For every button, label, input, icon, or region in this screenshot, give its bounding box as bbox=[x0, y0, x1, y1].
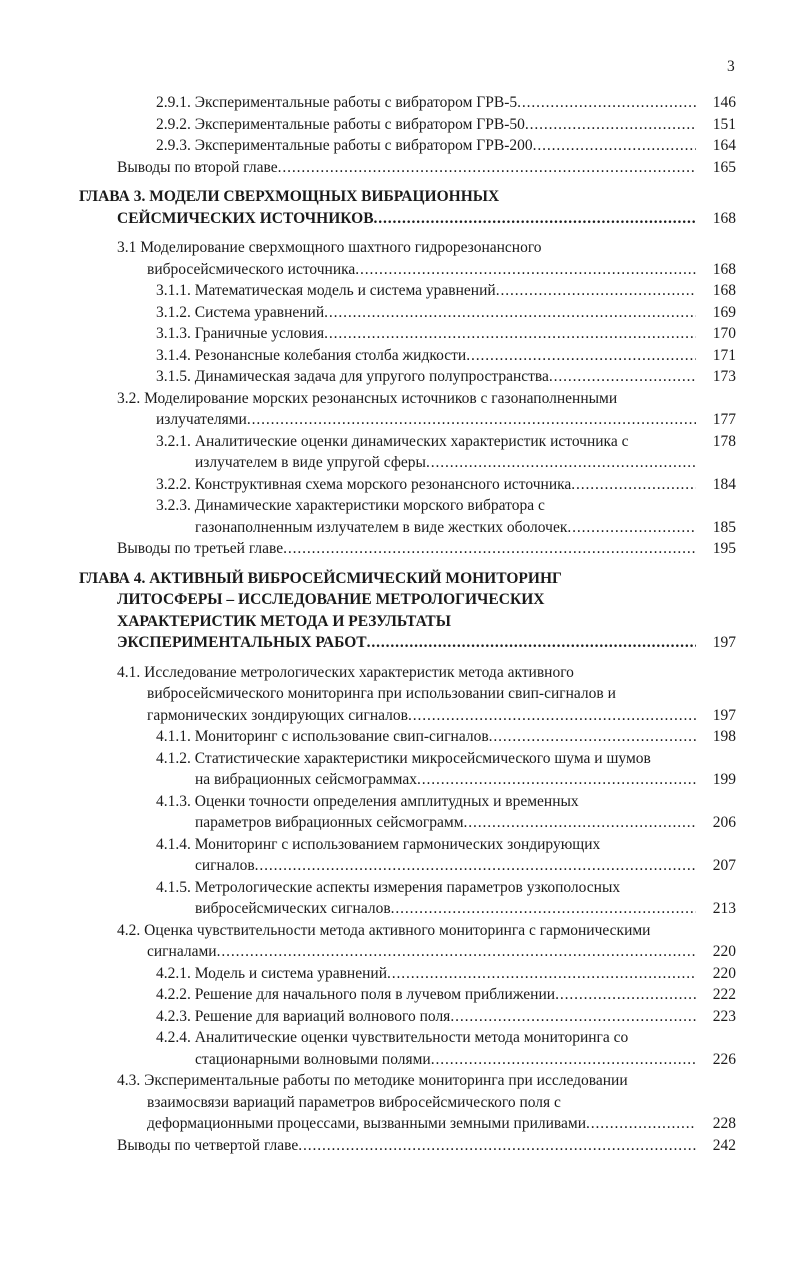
page-number: 3 bbox=[727, 58, 735, 75]
entry-title: 4.1.1. Мониторинг с использование свип-сигналов bbox=[156, 728, 489, 745]
toc-entry bbox=[0, 748, 796, 770]
toc-entry bbox=[0, 409, 796, 431]
toc-entry bbox=[0, 662, 796, 684]
entry-page: 165 bbox=[712, 158, 736, 176]
entry-title: излучателем в виде упругой сферы bbox=[195, 454, 426, 471]
entry-page: 195 bbox=[712, 540, 736, 557]
entry-title: вибросейсмического источника bbox=[147, 260, 356, 278]
toc-entry bbox=[0, 920, 796, 942]
entry-page: 207 bbox=[712, 857, 736, 874]
entry-page: 178 bbox=[712, 432, 736, 450]
toc-entry bbox=[0, 323, 796, 345]
toc-entry bbox=[0, 157, 796, 179]
toc-entry bbox=[0, 791, 796, 813]
entry-title: сигналами bbox=[147, 943, 217, 960]
toc-entry bbox=[0, 1070, 796, 1092]
chapter-title-line: ГЛАВА 4. АКТИВНЫЙ ВИБРОСЕЙСМИЧЕСКИЙ МОНИТОРИНГ bbox=[79, 569, 562, 587]
entry-page: 220 bbox=[712, 964, 736, 982]
entry-title: 3.1 Моделирование сверхмощного шахтного гидрорезонансного bbox=[117, 239, 542, 256]
toc-entry bbox=[0, 855, 796, 877]
toc-entry bbox=[0, 517, 796, 539]
entry-title: 3.1.2. Система уравнений bbox=[156, 303, 325, 321]
entry-page: 151 bbox=[712, 115, 736, 133]
toc-entry bbox=[0, 1006, 796, 1028]
entry-title: излучателями bbox=[156, 411, 247, 428]
toc-entry bbox=[0, 135, 796, 157]
entry-title: 3.1.1. Математическая модель и система уравнений bbox=[156, 282, 496, 299]
toc-entry bbox=[0, 92, 796, 114]
toc-entry bbox=[0, 366, 796, 388]
entry-page: 222 bbox=[712, 986, 736, 1003]
entry-page: 184 bbox=[712, 475, 736, 493]
toc-entry bbox=[0, 705, 796, 727]
toc-entry bbox=[0, 259, 796, 281]
entry-title: 3.2. Моделирование морских резонансных источников с газонаполненными bbox=[117, 389, 618, 407]
chapter-title-line: СЕЙСМИЧЕСКИХ ИСТОЧНИКОВ bbox=[117, 209, 374, 227]
entry-page: 220 bbox=[712, 943, 736, 960]
entry-page: 197 bbox=[712, 706, 736, 724]
toc-entry bbox=[0, 452, 796, 474]
entry-title: 3.1.5. Динамическая задача для упругого полупространства bbox=[156, 368, 549, 385]
table-of-contents bbox=[0, 92, 796, 1156]
toc-entry bbox=[0, 726, 796, 748]
entry-page: 185 bbox=[712, 518, 736, 536]
entry-page: 170 bbox=[712, 325, 736, 342]
entry-page: 206 bbox=[712, 814, 736, 831]
toc-entry bbox=[0, 963, 796, 985]
chapter-heading bbox=[0, 186, 796, 208]
entry-page: 173 bbox=[712, 368, 736, 385]
entry-title: сигналов bbox=[195, 857, 255, 874]
toc-entry bbox=[0, 877, 796, 899]
chapter-title-line: ЭКСПЕРИМЕНТАЛЬНЫХ РАБОТ bbox=[117, 634, 367, 651]
toc-entry bbox=[0, 769, 796, 791]
entry-page: 164 bbox=[712, 137, 736, 154]
toc-entry bbox=[0, 683, 796, 705]
chapter-heading bbox=[0, 632, 796, 654]
chapter-title-line: ГЛАВА 3. МОДЕЛИ СВЕРХМОЩНЫХ ВИБРАЦИОННЫХ bbox=[79, 188, 500, 205]
chapter-heading bbox=[0, 589, 796, 611]
toc-entry bbox=[0, 1092, 796, 1114]
entry-title: 4.3. Экспериментальные работы по методике мониторинга при исследовании bbox=[117, 1072, 628, 1089]
entry-title: 3.2.2. Конструктивная схема морского резонансного источника bbox=[156, 475, 572, 493]
entry-title: 4.2.4. Аналитические оценки чувствительности метода мониторинга со bbox=[156, 1029, 629, 1046]
entry-title: Выводы по третьей главе bbox=[117, 540, 284, 557]
toc-entry bbox=[0, 1049, 796, 1071]
entry-title: Выводы по второй главе bbox=[117, 158, 278, 176]
entry-page: 199 bbox=[712, 771, 736, 788]
entry-title: 4.2.1. Модель и система уравнений bbox=[156, 964, 387, 982]
entry-page: 168 bbox=[712, 260, 736, 278]
entry-page: 223 bbox=[712, 1007, 736, 1025]
entry-title: вибросейсмических сигналов bbox=[195, 900, 391, 917]
entry-title: 4.2.3. Решение для вариаций волнового поля bbox=[156, 1007, 451, 1025]
entry-page: 226 bbox=[712, 1050, 736, 1068]
toc-entry bbox=[0, 1027, 796, 1049]
entry-title: на вибрационных сейсмограммах bbox=[195, 771, 417, 788]
entry-title: 4.2.2. Решение для начального поля в лучевом приближении bbox=[156, 986, 556, 1003]
entry-title: газонаполненным излучателем в виде жестких оболочек bbox=[195, 518, 568, 536]
entry-title: вибросейсмического мониторинга при использовании свип-сигналов и bbox=[147, 685, 616, 702]
entry-page: 146 bbox=[712, 94, 736, 111]
entry-title: 2.9.2. Экспериментальные работы с вибратором ГРВ-50 bbox=[156, 115, 525, 133]
entry-page: 242 bbox=[712, 1136, 736, 1154]
entry-page: 168 bbox=[712, 209, 736, 227]
entry-title: 2.9.1. Экспериментальные работы с вибратором ГРВ-5 bbox=[156, 94, 518, 111]
entry-title: 4.1.3. Оценки точности определения амплитудных и временных bbox=[156, 792, 579, 810]
toc-entry bbox=[0, 302, 796, 324]
toc-entry bbox=[0, 941, 796, 963]
toc-entry bbox=[0, 812, 796, 834]
toc-entry bbox=[0, 474, 796, 496]
entry-title: 4.1.2. Статистические характеристики микросейсмического шума и шумов bbox=[156, 749, 651, 767]
entry-title: гармонических зондирующих сигналов bbox=[147, 706, 408, 724]
toc-entry bbox=[0, 345, 796, 367]
entry-title: 3.1.4. Резонансные колебания столба жидкости bbox=[156, 346, 467, 364]
chapter-heading bbox=[0, 568, 796, 590]
entry-title: 4.1. Исследование метрологических характеристик метода активного bbox=[117, 663, 574, 681]
entry-page: 169 bbox=[712, 303, 736, 321]
entry-title: 4.2. Оценка чувствительности метода активного мониторинга с гармоническими bbox=[117, 921, 651, 939]
chapter-heading bbox=[0, 611, 796, 633]
entry-page: 198 bbox=[712, 728, 736, 745]
entry-title: взаимосвязи вариаций параметров вибросейсмического поля с bbox=[147, 1093, 561, 1111]
chapter-title-line: ХАРАКТЕРИСТИК МЕТОДА И РЕЗУЛЬТАТЫ bbox=[117, 612, 451, 630]
entry-page: 197 bbox=[712, 634, 736, 651]
toc-entry bbox=[0, 898, 796, 920]
toc-entry bbox=[0, 431, 796, 453]
toc-entry bbox=[0, 237, 796, 259]
toc-entry bbox=[0, 280, 796, 302]
entry-title: Выводы по четвертой главе bbox=[117, 1136, 299, 1154]
entry-title: 3.2.3. Динамические характеристики морского вибратора с bbox=[156, 497, 545, 514]
toc-entry bbox=[0, 114, 796, 136]
entry-page: 228 bbox=[712, 1115, 736, 1132]
entry-page: 213 bbox=[712, 900, 736, 917]
entry-page: 171 bbox=[712, 346, 736, 364]
toc-entry bbox=[0, 495, 796, 517]
chapter-heading bbox=[0, 208, 796, 230]
toc-entry bbox=[0, 538, 796, 560]
entry-title: деформационными процессами, вызванными земными приливами bbox=[147, 1115, 587, 1132]
entry-title: 3.2.1. Аналитические оценки динамических характеристик источника с bbox=[156, 432, 629, 450]
entry-title: 3.1.3. Граничные условия bbox=[156, 325, 325, 342]
entry-title: 4.1.5. Метрологические аспекты измерения параметров узкополосных bbox=[156, 878, 621, 896]
toc-entry bbox=[0, 834, 796, 856]
toc-entry bbox=[0, 984, 796, 1006]
entry-title: 4.1.4. Мониторинг с использованием гармонических зондирующих bbox=[156, 835, 601, 853]
entry-page: 168 bbox=[712, 282, 736, 299]
chapter-title-line: ЛИТОСФЕРЫ – ИССЛЕДОВАНИЕ МЕТРОЛОГИЧЕСКИХ bbox=[117, 591, 545, 608]
entry-title: 2.9.3. Экспериментальные работы с вибратором ГРВ-200 bbox=[156, 137, 533, 154]
toc-entry bbox=[0, 1113, 796, 1135]
toc-entry bbox=[0, 1135, 796, 1157]
toc-entry bbox=[0, 388, 796, 410]
entry-page: 177 bbox=[712, 411, 736, 428]
entry-title: стационарными волновыми полями bbox=[195, 1050, 431, 1068]
entry-title: параметров вибрационных сейсмограмм bbox=[195, 814, 464, 831]
